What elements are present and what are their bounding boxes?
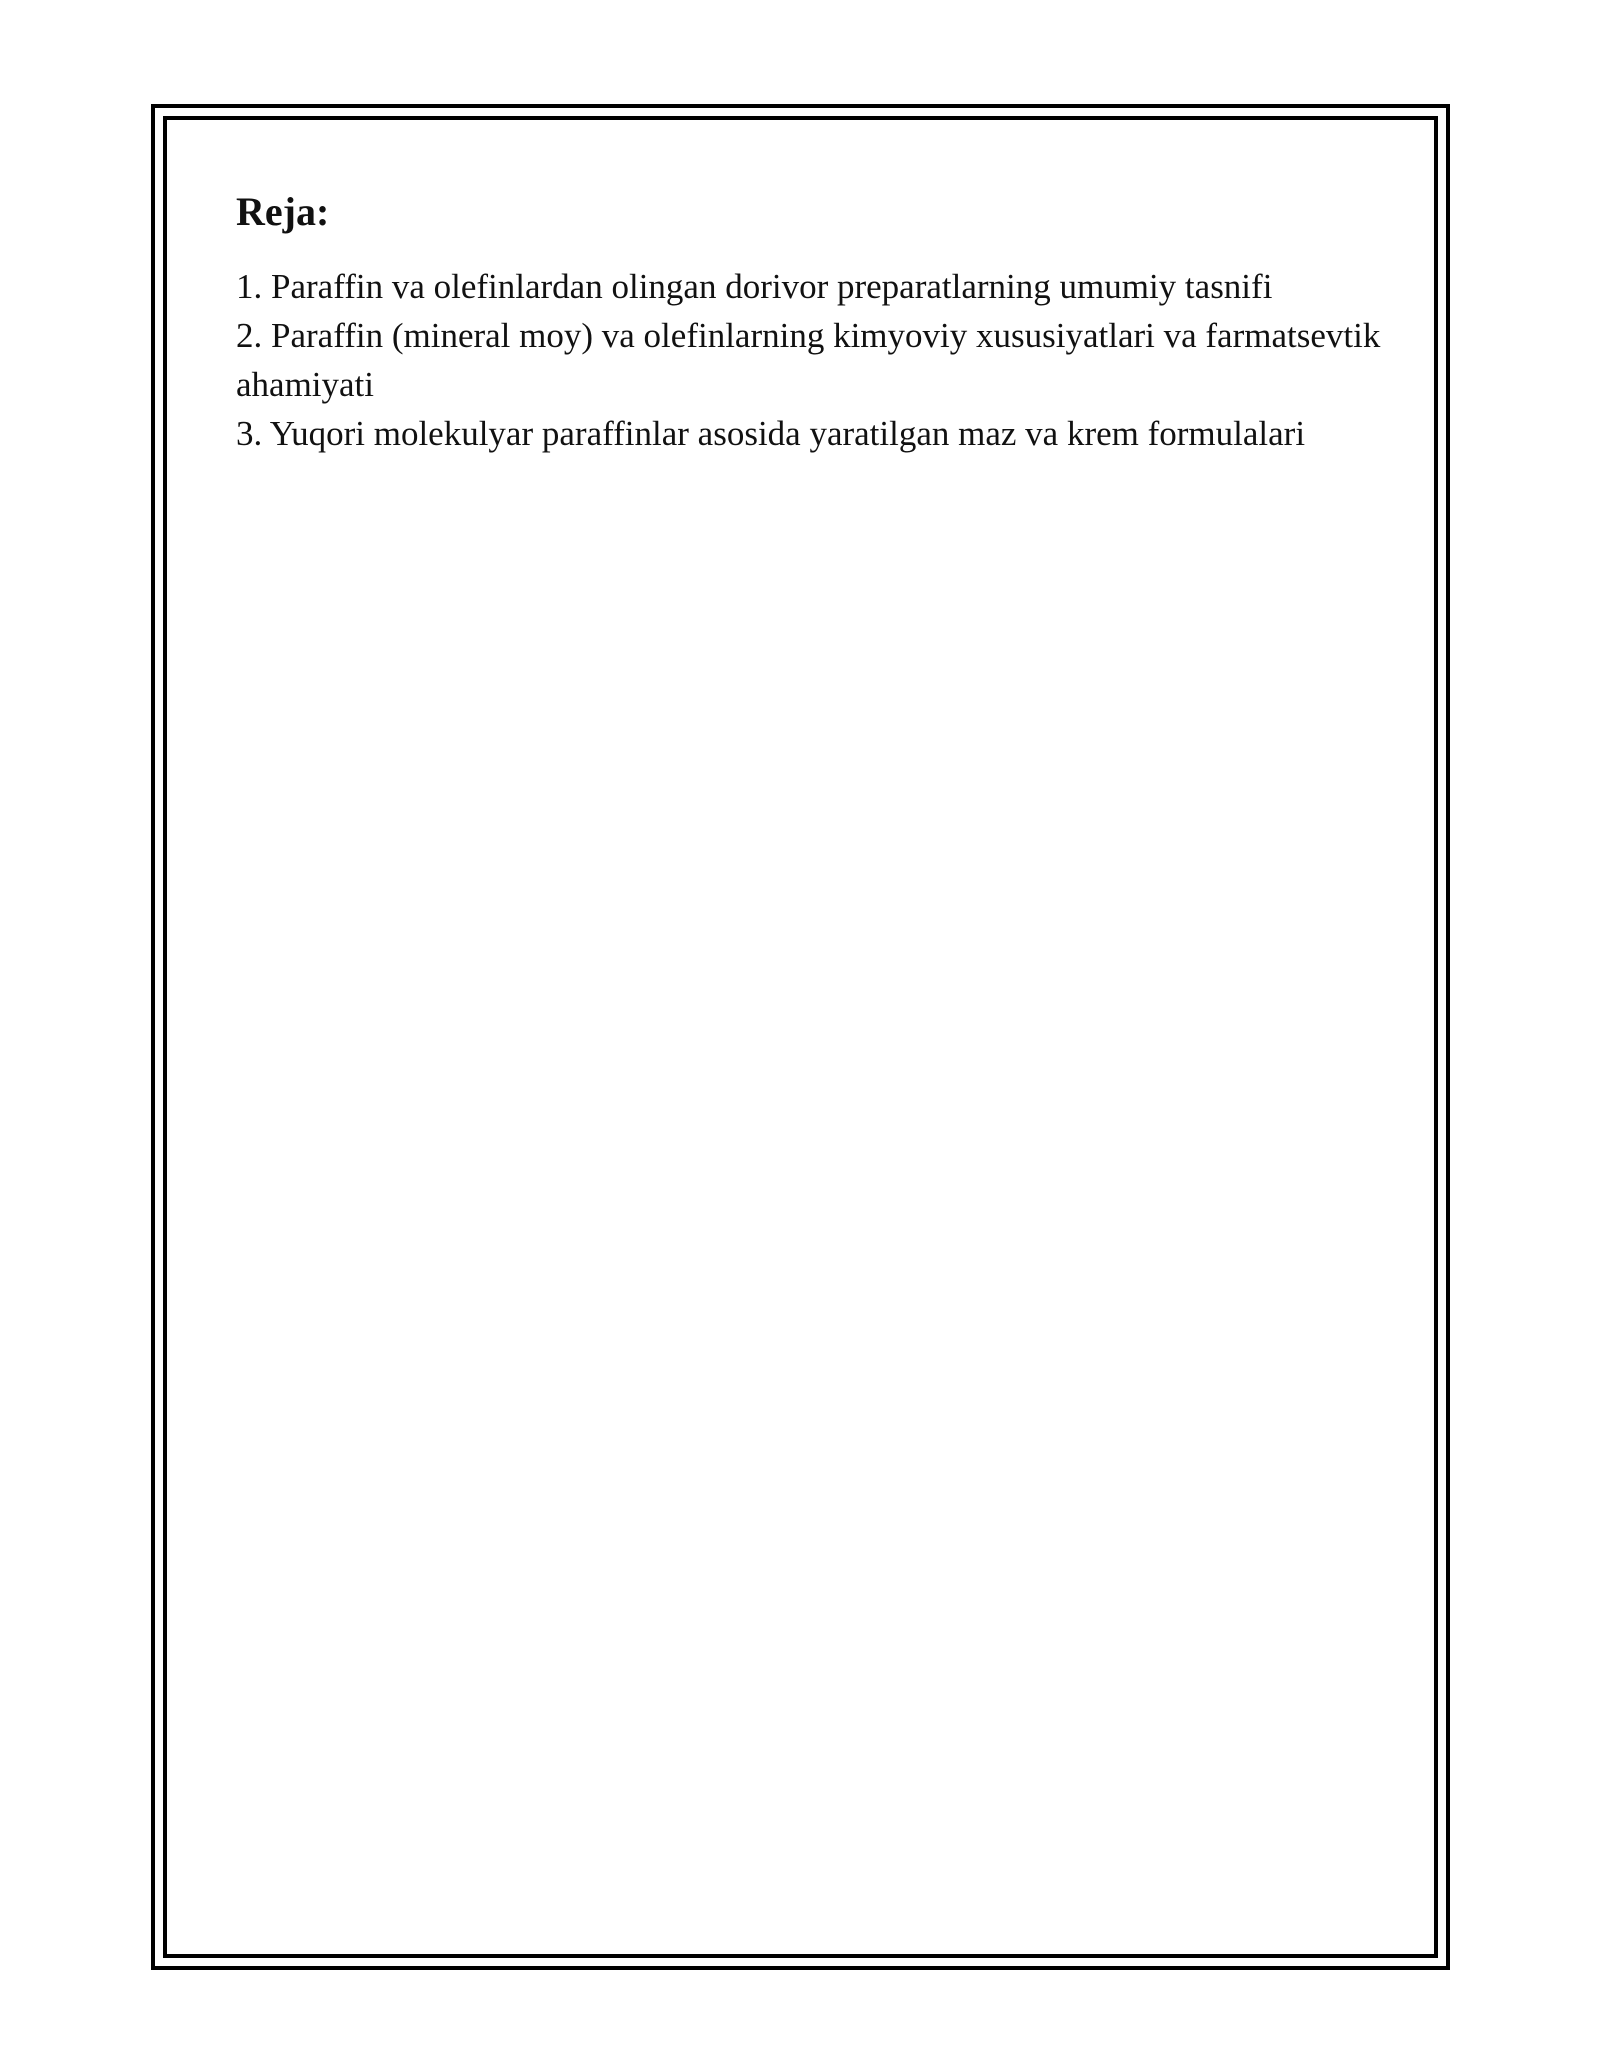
plan-list (236, 262, 1386, 458)
plan-item-1: 1. Paraffin va olefinlardan olingan dorivor preparatlarning umumiy tasnifi (236, 267, 1273, 306)
plan-title: Reja: (236, 189, 330, 234)
plan-item-3: 3. Yuqori molekulyar paraffinlar asosida yaratilgan maz va krem formulalari (236, 414, 1306, 453)
plan-item-2: 2. Paraffin (mineral moy) va olefinlarning kimyoviy xususiyatlari va farmatsevtik ahamiyati (236, 316, 1381, 404)
document-body (236, 186, 1386, 458)
